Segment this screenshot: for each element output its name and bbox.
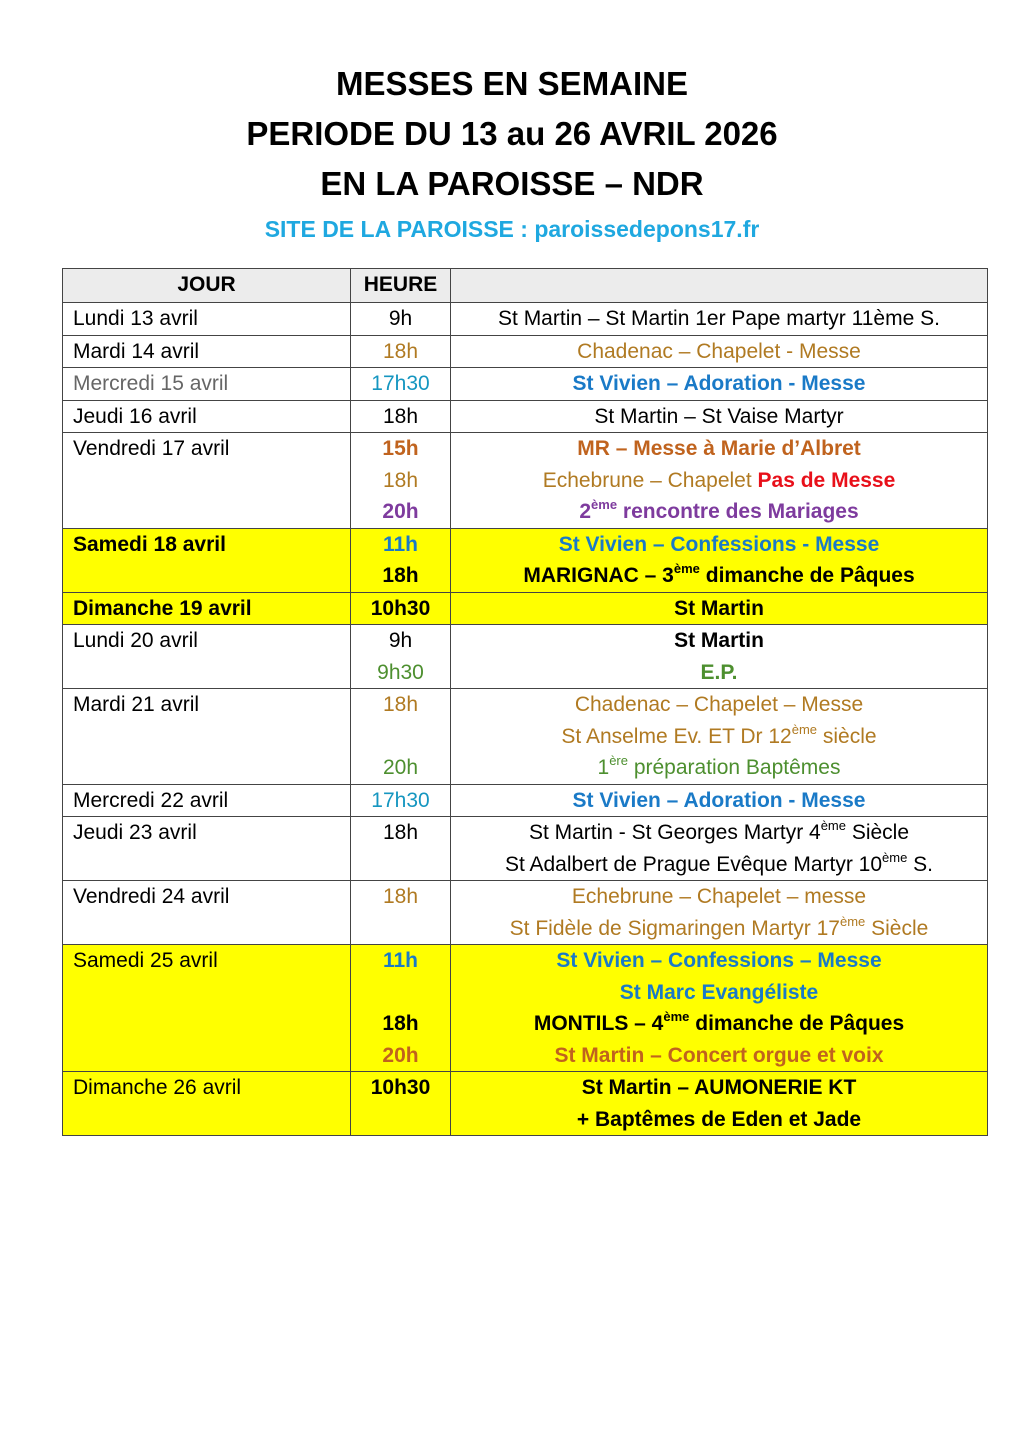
day-cell: Mardi 21 avril [63,689,351,785]
event-cell: St Vivien – Confessions – Messe St Marc Evangéliste MONTILS – 4ème dimanche de Pâques St Martin – Concert orgue et voix [451,945,988,1072]
event-cell: St Vivien – Confessions - Messe MARIGNAC – 3ème dimanche de Pâques [451,528,988,592]
event-cell: St Vivien – Adoration - Messe [451,784,988,817]
site-link[interactable]: SITE DE LA PAROISSE : paroissedepons17.fr [264,216,760,242]
time-cell: 18h [351,817,451,881]
day-cell: Jeudi 16 avril [63,400,351,433]
column-header-time: HEURE [351,269,451,303]
table-row [63,368,988,401]
day-cell: Dimanche 19 avril [63,592,351,625]
table-row [63,689,988,785]
day-cell: Vendredi 17 avril [63,433,351,529]
day-cell: Mercredi 15 avril [63,368,351,401]
day-cell: Mardi 14 avril [63,335,351,368]
table-row [63,433,988,529]
table-row [63,1072,988,1136]
time-cell: 9h 9h30 [351,625,451,689]
event-cell: St Martin [451,592,988,625]
time-cell: 18h [351,400,451,433]
day-cell: Samedi 18 avril [63,528,351,592]
event-cell: Chadenac – Chapelet – Messe St Anselme Ev. ET Dr 12ème siècle 1ère préparation Baptêmes [451,689,988,785]
day-cell: Mercredi 22 avril [63,784,351,817]
time-cell: 17h30 [351,368,451,401]
title-line-3: EN LA PAROISSE – NDR [320,165,704,202]
column-header-event [451,269,988,303]
table-row [63,625,988,689]
event-cell: St Vivien – Adoration - Messe [451,368,988,401]
day-cell: Lundi 20 avril [63,625,351,689]
mass-schedule-table [62,268,988,1136]
event-cell: St Martin E.P. [451,625,988,689]
event-cell: MR – Messe à Marie d’Albret Echebrune – Chapelet Pas de Messe 2ème rencontre des Mariages [451,433,988,529]
day-cell: Dimanche 26 avril [63,1072,351,1136]
day-cell: Jeudi 23 avril [63,817,351,881]
day-cell: Lundi 13 avril [63,303,351,336]
event-cell: Chadenac – Chapelet - Messe [451,335,988,368]
time-cell: 15h 18h 20h [351,433,451,529]
title-line-2: PERIODE DU 13 au 26 AVRIL 2026 [246,115,778,152]
time-cell: 18h [351,881,451,945]
column-header-day: JOUR [63,269,351,303]
time-cell: 10h30 [351,592,451,625]
title-line-1: MESSES EN SEMAINE [335,65,689,102]
table-row [63,303,988,336]
time-cell: 18h [351,335,451,368]
event-cell: St Martin – St Vaise Martyr [451,400,988,433]
time-cell: 18h 20h [351,689,451,785]
table-row [63,881,988,945]
event-cell: St Martin - St Georges Martyr 4ème Siècle St Adalbert de Prague Evêque Martyr 10ème S. [451,817,988,881]
table-row [63,335,988,368]
event-cell: St Martin – AUMONERIE KT + Baptêmes de Eden et Jade [451,1072,988,1136]
table-header-row [63,269,988,303]
day-cell: Samedi 25 avril [63,945,351,1072]
event-cell: Echebrune – Chapelet – messe St Fidèle de Sigmaringen Martyr 17ème Siècle [451,881,988,945]
event-cell: St Martin – St Martin 1er Pape martyr 11ème S. [451,303,988,336]
table-row [63,400,988,433]
table-row [63,592,988,625]
table-row [63,817,988,881]
table-row [63,784,988,817]
day-cell: Vendredi 24 avril [63,881,351,945]
table-row [63,528,988,592]
time-cell: 10h30 [351,1072,451,1136]
time-cell: 9h [351,303,451,336]
table-row [63,945,988,1072]
time-cell: 11h 18h 20h [351,945,451,1072]
time-cell: 11h 18h [351,528,451,592]
time-cell: 17h30 [351,784,451,817]
